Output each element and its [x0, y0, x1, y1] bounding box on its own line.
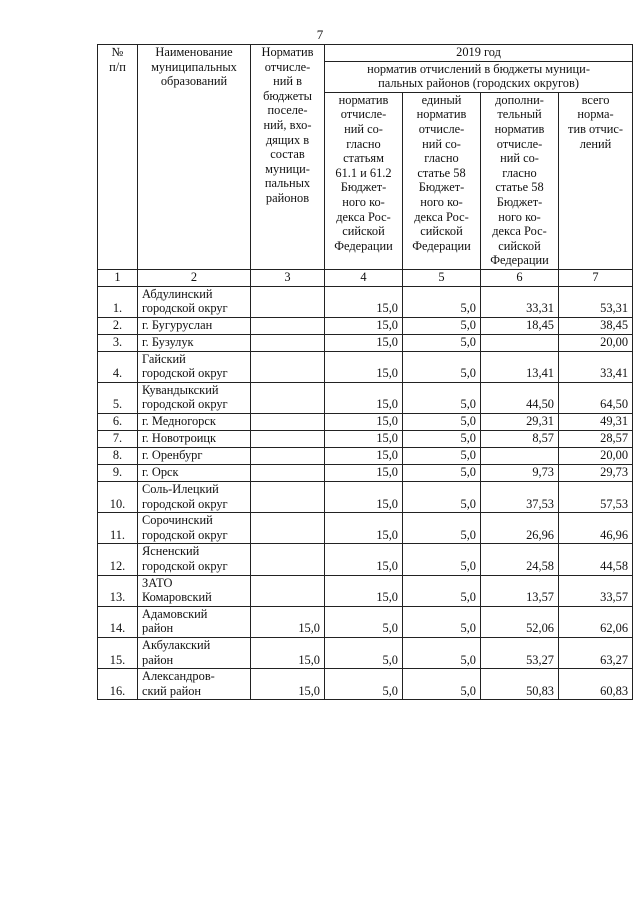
settlements-norm-value: 15,0 — [251, 669, 325, 700]
norm-61-value: 15,0 — [325, 482, 403, 513]
row-number: 8. — [98, 448, 138, 465]
row-number: 4. — [98, 351, 138, 382]
total-norm-value: 33,41 — [559, 351, 633, 382]
norm-58-single-value: 5,0 — [403, 414, 481, 431]
municipality-name: Гайский городской округ — [138, 351, 251, 382]
norm-61-value: 5,0 — [325, 638, 403, 669]
norm-61-value: 15,0 — [325, 544, 403, 575]
norm-58-additional-value: 33,31 — [481, 286, 559, 317]
table-row — [98, 465, 633, 482]
municipality-name: г. Медногорск — [138, 414, 251, 431]
norm-61-value: 15,0 — [325, 317, 403, 334]
norm-61-value: 15,0 — [325, 351, 403, 382]
municipality-name: г. Оренбург — [138, 448, 251, 465]
header-group: норматив отчислений в бюджеты муници- пальных районов (городских округов) — [325, 61, 633, 92]
row-number: 9. — [98, 465, 138, 482]
norm-58-single-value: 5,0 — [403, 317, 481, 334]
column-number: 6 — [481, 269, 559, 286]
municipality-name: Акбулакский район — [138, 638, 251, 669]
settlements-norm-value — [251, 544, 325, 575]
settlements-norm-value — [251, 334, 325, 351]
norm-58-single-value: 5,0 — [403, 465, 481, 482]
norm-58-single-value: 5,0 — [403, 351, 481, 382]
row-number: 14. — [98, 606, 138, 637]
total-norm-value: 29,73 — [559, 465, 633, 482]
row-number: 6. — [98, 414, 138, 431]
norm-58-single-value: 5,0 — [403, 334, 481, 351]
norm-61-value: 15,0 — [325, 465, 403, 482]
norm-58-single-value: 5,0 — [403, 286, 481, 317]
row-number: 16. — [98, 669, 138, 700]
row-number: 2. — [98, 317, 138, 334]
municipality-name: Кувандыкский городской округ — [138, 382, 251, 413]
norm-58-additional-value: 24,58 — [481, 544, 559, 575]
table-row — [98, 286, 633, 317]
total-norm-value: 60,83 — [559, 669, 633, 700]
norm-61-value: 15,0 — [325, 382, 403, 413]
total-norm-value: 62,06 — [559, 606, 633, 637]
norm-61-value: 15,0 — [325, 575, 403, 606]
norm-58-single-value: 5,0 — [403, 544, 481, 575]
municipality-name: Ясненский городской округ — [138, 544, 251, 575]
norm-58-single-value: 5,0 — [403, 382, 481, 413]
norm-58-additional-value — [481, 334, 559, 351]
total-norm-value: 53,31 — [559, 286, 633, 317]
settlements-norm-value — [251, 482, 325, 513]
settlements-norm-value — [251, 575, 325, 606]
table-row — [98, 638, 633, 669]
row-number: 15. — [98, 638, 138, 669]
table-row — [98, 317, 633, 334]
norm-58-single-value: 5,0 — [403, 431, 481, 448]
municipality-name: Соль-Илецкий городской округ — [138, 482, 251, 513]
norm-58-single-value: 5,0 — [403, 606, 481, 637]
settlements-norm-value — [251, 513, 325, 544]
municipality-name: Абдулинский городской округ — [138, 286, 251, 317]
row-number: 12. — [98, 544, 138, 575]
table-row — [98, 431, 633, 448]
total-norm-value: 20,00 — [559, 334, 633, 351]
norm-58-additional-value: 26,96 — [481, 513, 559, 544]
total-norm-value: 63,27 — [559, 638, 633, 669]
norm-61-value: 15,0 — [325, 414, 403, 431]
settlements-norm-value — [251, 465, 325, 482]
column-number: 2 — [138, 269, 251, 286]
row-number: 1. — [98, 286, 138, 317]
table-row — [98, 482, 633, 513]
column-number: 7 — [559, 269, 633, 286]
settlements-norm-value — [251, 414, 325, 431]
row-number: 11. — [98, 513, 138, 544]
norm-58-additional-value: 13,41 — [481, 351, 559, 382]
settlements-norm-value — [251, 448, 325, 465]
norm-58-single-value: 5,0 — [403, 638, 481, 669]
normatives-table — [97, 44, 633, 700]
norm-58-single-value: 5,0 — [403, 513, 481, 544]
municipality-name: г. Орск — [138, 465, 251, 482]
norm-58-additional-value: 13,57 — [481, 575, 559, 606]
norm-58-additional-value: 9,73 — [481, 465, 559, 482]
table-row — [98, 448, 633, 465]
table-row — [98, 669, 633, 700]
header-sub-58-single: единый норматив отчисле- ний со- гласно статье 58 Бюджет- ного ко- декса Рос- сийской Федерации — [403, 92, 481, 269]
column-number: 3 — [251, 269, 325, 286]
total-norm-value: 28,57 — [559, 431, 633, 448]
municipality-name: г. Бугуруслан — [138, 317, 251, 334]
municipality-name: Адамовский район — [138, 606, 251, 637]
header-name: Наименование муниципальных образований — [138, 45, 251, 270]
municipality-name: Сорочинский городской округ — [138, 513, 251, 544]
settlements-norm-value: 15,0 — [251, 606, 325, 637]
column-numbers-row — [98, 269, 633, 286]
norm-61-value: 5,0 — [325, 606, 403, 637]
norm-61-value: 15,0 — [325, 334, 403, 351]
norm-61-value: 15,0 — [325, 286, 403, 317]
total-norm-value: 44,58 — [559, 544, 633, 575]
total-norm-value: 64,50 — [559, 382, 633, 413]
column-number: 5 — [403, 269, 481, 286]
municipality-name: г. Новотроицк — [138, 431, 251, 448]
total-norm-value: 57,53 — [559, 482, 633, 513]
settlements-norm-value — [251, 317, 325, 334]
norm-58-single-value: 5,0 — [403, 575, 481, 606]
header-year: 2019 год — [325, 45, 633, 62]
table-row — [98, 544, 633, 575]
total-norm-value: 38,45 — [559, 317, 633, 334]
row-number: 7. — [98, 431, 138, 448]
settlements-norm-value — [251, 431, 325, 448]
table-row — [98, 606, 633, 637]
header-sub-58-additional: дополни- тельный норматив отчисле- ний со- гласно статье 58 Бюджет- ного ко- декса Рос- сийской Федерации — [481, 92, 559, 269]
norm-58-additional-value: 18,45 — [481, 317, 559, 334]
total-norm-value: 49,31 — [559, 414, 633, 431]
norm-58-additional-value: 53,27 — [481, 638, 559, 669]
norm-61-value: 15,0 — [325, 513, 403, 544]
header-sub-61: норматив отчисле- ний со- гласно статьям 61.1 и 61.2 Бюджет- ного ко- декса Рос- сийской Федерации — [325, 92, 403, 269]
norm-58-additional-value: 50,83 — [481, 669, 559, 700]
row-number: 5. — [98, 382, 138, 413]
total-norm-value: 33,57 — [559, 575, 633, 606]
municipality-name: Александров- ский район — [138, 669, 251, 700]
norm-58-additional-value: 52,06 — [481, 606, 559, 637]
norm-61-value: 15,0 — [325, 431, 403, 448]
table-row — [98, 334, 633, 351]
settlements-norm-value — [251, 351, 325, 382]
row-number: 13. — [98, 575, 138, 606]
page-number: 7 — [316, 27, 324, 42]
norm-61-value: 15,0 — [325, 448, 403, 465]
municipality-name: г. Бузулук — [138, 334, 251, 351]
header-settlements-norm: Норматив отчисле- ний в бюджеты поселе- ний, вхо- дящих в состав муници- пальных районов — [251, 45, 325, 270]
column-number: 4 — [325, 269, 403, 286]
header-sub-total: всего норма- тив отчис- лений — [559, 92, 633, 269]
table-row — [98, 351, 633, 382]
norm-58-additional-value: 8,57 — [481, 431, 559, 448]
settlements-norm-value — [251, 286, 325, 317]
norm-61-value: 5,0 — [325, 669, 403, 700]
norm-58-single-value: 5,0 — [403, 482, 481, 513]
table-row — [98, 575, 633, 606]
table-row — [98, 513, 633, 544]
column-number: 1 — [98, 269, 138, 286]
settlements-norm-value: 15,0 — [251, 638, 325, 669]
norm-58-single-value: 5,0 — [403, 669, 481, 700]
table-row — [98, 414, 633, 431]
total-norm-value: 46,96 — [559, 513, 633, 544]
norm-58-additional-value: 29,31 — [481, 414, 559, 431]
norm-58-single-value: 5,0 — [403, 448, 481, 465]
norm-58-additional-value — [481, 448, 559, 465]
row-number: 3. — [98, 334, 138, 351]
header-num: № п/п — [98, 45, 138, 270]
municipality-name: ЗАТО Комаровский — [138, 575, 251, 606]
table-body — [98, 286, 633, 700]
norm-58-additional-value: 37,53 — [481, 482, 559, 513]
total-norm-value: 20,00 — [559, 448, 633, 465]
settlements-norm-value — [251, 382, 325, 413]
row-number: 10. — [98, 482, 138, 513]
norm-58-additional-value: 44,50 — [481, 382, 559, 413]
table-row — [98, 382, 633, 413]
